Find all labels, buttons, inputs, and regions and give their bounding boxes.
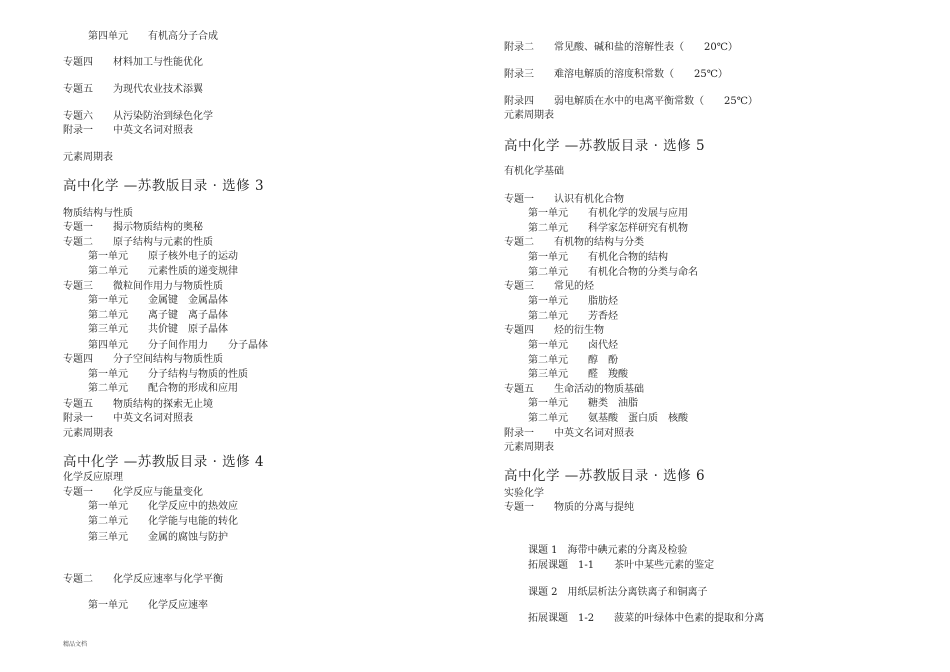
toc-topic: 专题一 揭示物质结构的奥秘 (63, 222, 203, 233)
toc-topic: 专题四 烃的衍生物 (504, 325, 604, 336)
toc-unit: 第一单元 卤代烃 (528, 340, 618, 351)
section-heading: 高中化学 —苏教版目录 · 选修 3 (63, 178, 265, 194)
footer-note: 精品文档 (63, 641, 88, 648)
toc-topic: 专题二 原子结构与元素的性质 (63, 237, 213, 248)
toc-unit: 第二单元 有机化合物的分类与命名 (528, 267, 698, 278)
section-heading: 高中化学 —苏教版目录 · 选修 5 (504, 138, 706, 154)
toc-unit: 第一单元 糖类 油脂 (528, 398, 638, 409)
toc-entry: 元素周期表 (504, 442, 554, 453)
toc-appendix: 附录四 弱电解质在水中的电离平衡常数（ 25℃） (504, 96, 758, 107)
toc-lesson: 拓展课题 1-2 菠菜的叶绿体中色素的提取和分离 (528, 613, 765, 624)
toc-lesson: 拓展课题 1-1 茶叶中某些元素的鉴定 (528, 560, 715, 571)
toc-unit: 第一单元 化学反应中的热效应 (88, 501, 238, 512)
toc-unit: 第一单元 有机化学的发展与应用 (528, 208, 688, 219)
toc-unit: 第四单元 分子间作用力 分子晶体 (88, 340, 268, 351)
toc-lesson: 课题 1 海带中碘元素的分离及检验 (528, 545, 688, 556)
toc-topic: 专题二 有机物的结构与分类 (504, 237, 644, 248)
toc-appendix: 附录一 中英文名词对照表 (63, 413, 193, 424)
section-heading: 高中化学 —苏教版目录 · 选修 4 (63, 454, 265, 470)
book-subtitle: 实验化学 (504, 488, 544, 499)
toc-unit: 第二单元 醇 酚 (528, 355, 618, 366)
toc-lesson: 课题 2 用纸层析法分离铁离子和铜离子 (528, 587, 708, 598)
toc-topic: 专题六 从污染防治到绿色化学 (63, 111, 213, 122)
toc-unit: 第三单元 醛 羧酸 (528, 369, 628, 380)
toc-unit: 第二单元 配合物的形成和应用 (88, 383, 238, 394)
toc-topic: 专题一 化学反应与能量变化 (63, 487, 203, 498)
toc-appendix: 附录二 常见酸、碱和盐的溶解性表（ 20℃） (504, 42, 738, 53)
book-subtitle: 化学反应原理 (63, 472, 123, 483)
toc-unit: 第三单元 金属的腐蚀与防护 (88, 532, 228, 543)
toc-entry: 元素周期表 (63, 152, 113, 163)
toc-entry: 元素周期表 (504, 110, 554, 121)
toc-topic: 专题一 认识有机化合物 (504, 194, 624, 205)
toc-unit: 第三单元 共价键 原子晶体 (88, 324, 228, 335)
toc-appendix: 附录一 中英文名词对照表 (504, 428, 634, 439)
toc-unit: 第二单元 芳香烃 (528, 311, 618, 322)
toc-unit: 第一单元 原子核外电子的运动 (88, 251, 238, 262)
toc-unit: 第二单元 离子键 离子晶体 (88, 310, 228, 321)
toc-topic: 专题五 为现代农业技术添翼 (63, 84, 203, 95)
toc-topic: 专题五 生命活动的物质基础 (504, 384, 644, 395)
toc-topic: 专题五 物质结构的探索无止境 (63, 399, 213, 410)
book-subtitle: 有机化学基础 (504, 166, 564, 177)
toc-unit: 第一单元 有机化合物的结构 (528, 252, 668, 263)
toc-unit: 第二单元 科学家怎样研究有机物 (528, 223, 688, 234)
toc-topic: 专题二 化学反应速率与化学平衡 (63, 574, 223, 585)
toc-unit: 第二单元 化学能与电能的转化 (88, 516, 238, 527)
toc-unit: 第一单元 脂肪烃 (528, 296, 618, 307)
toc-unit: 第二单元 氨基酸 蛋白质 核酸 (528, 413, 688, 424)
section-heading: 高中化学 —苏教版目录 · 选修 6 (504, 468, 706, 484)
toc-unit: 第二单元 元素性质的递变规律 (88, 266, 238, 277)
toc-appendix: 附录三 难溶电解质的溶度积常数（ 25℃） (504, 69, 728, 80)
toc-topic: 专题一 物质的分离与提纯 (504, 502, 634, 513)
book-subtitle: 物质结构与性质 (63, 208, 133, 219)
toc-appendix: 附录一 中英文名词对照表 (63, 125, 193, 136)
toc-topic: 专题四 分子空间结构与物质性质 (63, 354, 223, 365)
toc-topic: 专题四 材料加工与性能优化 (63, 57, 203, 68)
toc-topic: 专题三 微粒间作用力与物质性质 (63, 281, 223, 292)
toc-entry: 元素周期表 (63, 428, 113, 439)
toc-unit: 第一单元 金属键 金属晶体 (88, 295, 228, 306)
toc-unit: 第一单元 化学反应速率 (88, 600, 208, 611)
toc-unit: 第四单元 有机高分子合成 (88, 31, 218, 42)
toc-topic: 专题三 常见的烃 (504, 281, 594, 292)
toc-unit: 第一单元 分子结构与物质的性质 (88, 369, 248, 380)
